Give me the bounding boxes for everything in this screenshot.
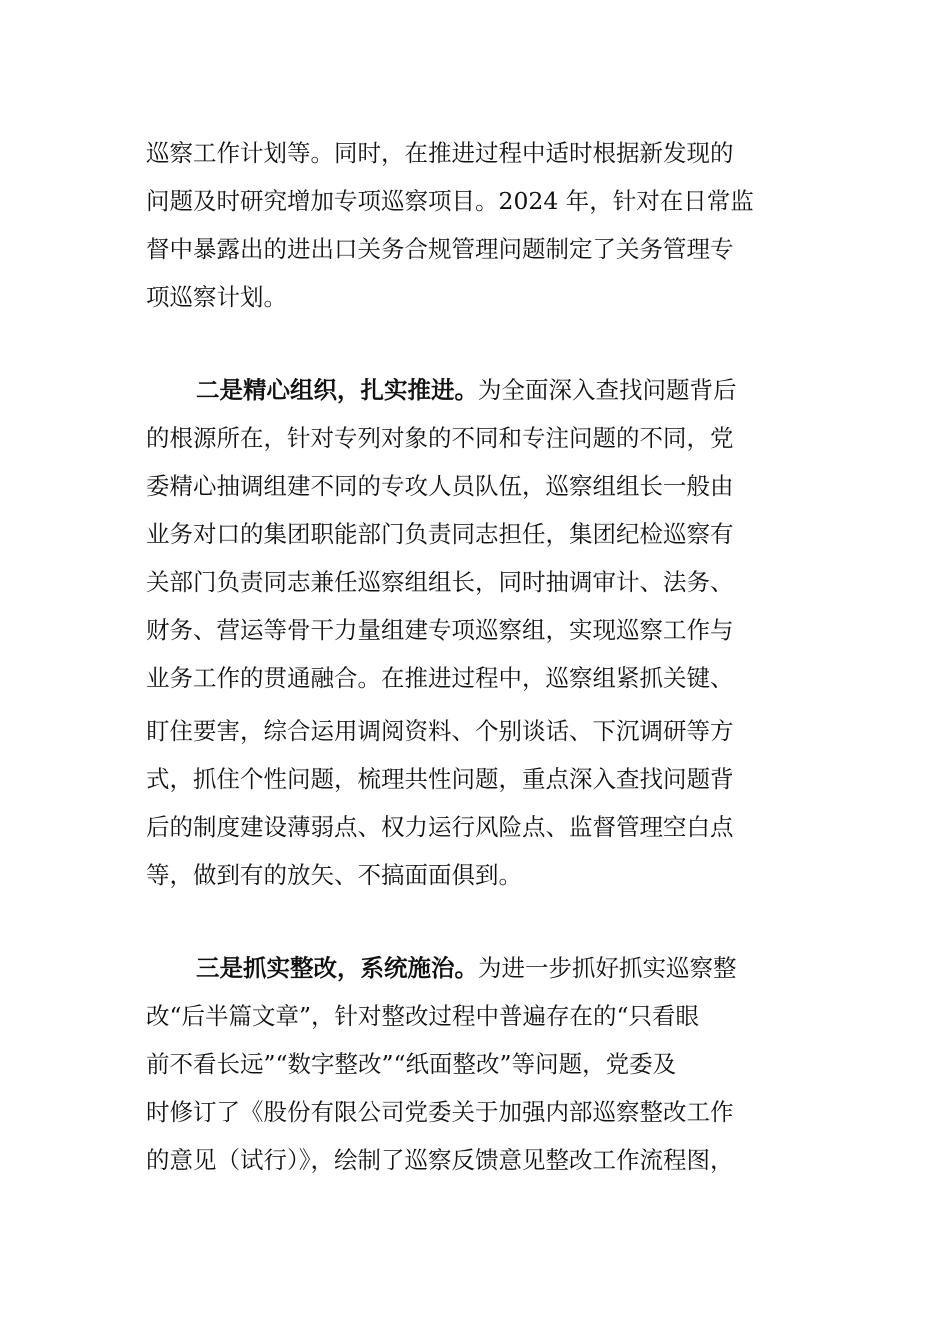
paragraph-2-line-10: 后的制度建设薄弱点、权力运行风险点、监督管理空白点: [146, 813, 734, 841]
paragraph-1-line-1: 巡察工作计划等。同时，在推进过程中适时根据新发现的: [146, 139, 734, 167]
paragraph-2-first-line-rest: 为全面深入查找问题背后: [478, 376, 737, 404]
paragraph-3-first-line-rest: 为进一步抓好抓实巡察整: [478, 954, 737, 982]
paragraph-3-line-2: 改“后半篇文章”，针对整改过程中普遍存在的“只看眼: [146, 1002, 700, 1030]
paragraph-2-line-9: 式，抓住个性问题，梳理共性问题，重点深入查找问题背: [146, 765, 734, 793]
paragraph-2-line-11: 等，做到有的放矢、不搞面面俱到。: [146, 861, 522, 889]
paragraph-3-line-1: [196, 948, 737, 988]
paragraph-2-line-2: 的根源所在，针对专列对象的不同和专注问题的不同，党: [146, 424, 734, 452]
paragraph-3-lead: 三是抓实整改，系统施治。: [196, 954, 478, 982]
paragraph-2-line-5: 关部门负责同志兼任巡察组组长，同时抽调审计、法务、: [146, 568, 734, 596]
paragraph-3-line-5: 的意见（试行）》，绘制了巡察反馈意见整改工作流程图，: [146, 1146, 734, 1174]
paragraph-3-line-3: 前不看长远”“数字整改”“纸面整改”等问题，党委及: [146, 1050, 677, 1078]
paragraph-1-line-3: 督中暴露出的进出口关务合规管理问题制定了关务管理专: [146, 235, 734, 263]
paragraph-2-line-7: 业务工作的贯通融合。在推进过程中，巡察组紧抓关键、: [146, 664, 734, 692]
paragraph-3-line-4: 时修订了《股份有限公司党委关于加强内部巡察整改工作: [146, 1098, 734, 1126]
paragraph-1-line-2: 问题及时研究增加专项巡察项目。2024 年，针对在日常监: [146, 187, 754, 215]
paragraph-2-line-4: 业务对口的集团职能部门负责同志担任，集团纪检巡察有: [146, 520, 734, 548]
paragraph-2-line-8: 盯住要害，综合运用调阅资料、个别谈话、下沉调研等方: [146, 717, 734, 745]
paragraph-1-line-4: 项巡察计划。: [146, 283, 287, 311]
paragraph-2-lead: 二是精心组织，扎实推进。: [196, 376, 478, 404]
paragraph-2-line-6: 财务、营运等骨干力量组建专项巡察组，实现巡察工作与: [146, 616, 734, 644]
paragraph-2-line-1: [196, 370, 737, 410]
paragraph-2-line-3: 委精心抽调组建不同的专攻人员队伍，巡察组组长一般由: [146, 472, 734, 500]
